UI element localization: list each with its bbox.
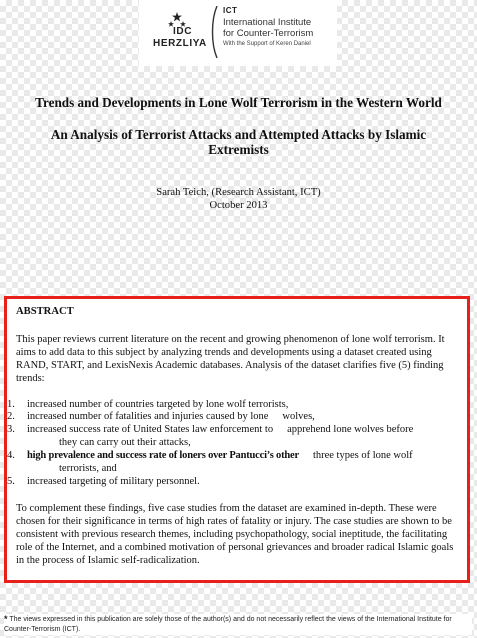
idc-herzliya-logo xyxy=(149,4,209,60)
idc-name-line1: IDC xyxy=(173,26,193,37)
footnote xyxy=(4,614,472,635)
publication-date: October 2013 xyxy=(209,200,268,211)
abstract-highlight-box xyxy=(4,296,470,583)
trend-text-cont: three types of lone wolf xyxy=(312,450,413,462)
trend-list xyxy=(7,398,462,489)
abstract-heading: ABSTRACT xyxy=(16,306,74,317)
trend-text-cont: apprehend lone wolves before xyxy=(287,424,414,436)
trend-text-cont: wolves, xyxy=(282,411,315,423)
ict-support-line: With the Support of Keren Daniel xyxy=(223,41,311,47)
abstract-intro: This paper reviews current literature on the recent and growing phenomenon of lone wolf terrorism. It aims to add data to this subject by analyzing trends and developments using a dataset created using RAND, START, and LexisNexis Academic databases. Analysis of the dataset clarifies five (5) finding trends: xyxy=(16,333,445,384)
trend-item xyxy=(7,475,462,489)
header-logos xyxy=(139,0,337,66)
abstract-content xyxy=(7,306,462,567)
ict-name-line1: International Institute xyxy=(223,17,312,28)
trend-number: 2. xyxy=(7,411,15,423)
footnote-mark: * xyxy=(4,614,8,624)
ict-mark: ICT xyxy=(223,6,238,15)
logo-divider-swoosh xyxy=(209,6,221,58)
trend-text-wrap: terrorists, and xyxy=(59,463,117,475)
idc-name-line2: HERZLIYA xyxy=(153,38,207,49)
trend-item xyxy=(7,424,462,450)
trend-item xyxy=(7,398,462,412)
trend-number: 3. xyxy=(7,424,15,436)
trend-text: increased number of countries targeted by lone wolf terrorists, xyxy=(27,398,289,410)
trend-item xyxy=(7,450,462,476)
document-title: Trends and Developments in Lone Wolf Terrorism in the Western World xyxy=(35,95,442,110)
author-block xyxy=(0,186,477,212)
ict-name xyxy=(223,17,337,39)
trend-text-bold: high prevalence and success rate of loners over Pantucci’s other xyxy=(27,450,299,462)
abstract-closing: To complement these findings, five case studies from the dataset are examined in-depth. These were chosen for their significance in terms of high rates of fatality or injury. The case studies are shown to be consistent with previous research themes, including psychopathology, social ineptitude, the facilitating role of the Internet, and a combined motivation of personal grievances and broader radical Islamic goals in the process of Islamic self-radicalization. xyxy=(16,502,454,566)
ict-logo xyxy=(223,6,337,48)
author-name: Sarah Teich, (Research Assistant, ICT) xyxy=(156,187,321,198)
trend-text-wrap: they can carry out their attacks, xyxy=(59,437,191,449)
trend-number: 4. xyxy=(7,450,15,462)
document-subtitle: An Analysis of Terrorist Attacks and Attempted Attacks by Islamic Extremists xyxy=(50,127,427,157)
trend-number: 5. xyxy=(7,475,15,487)
trend-text: increased targeting of military personnel. xyxy=(27,475,200,487)
trend-text: increased number of fatalities and injuries caused by lone xyxy=(27,411,269,423)
trend-number: 1. xyxy=(7,398,15,410)
ict-name-line2: for Counter-Terrorism xyxy=(223,28,314,39)
trend-text: increased success rate of United States law enforcement to xyxy=(27,424,274,436)
trend-item xyxy=(7,411,462,424)
footnote-text: The views expressed in this publication are solely those of the author(s) and do not necessarily reflect the views of the International Institute for Counter-Terrorism (ICT). xyxy=(4,616,452,633)
idc-name xyxy=(153,26,215,50)
